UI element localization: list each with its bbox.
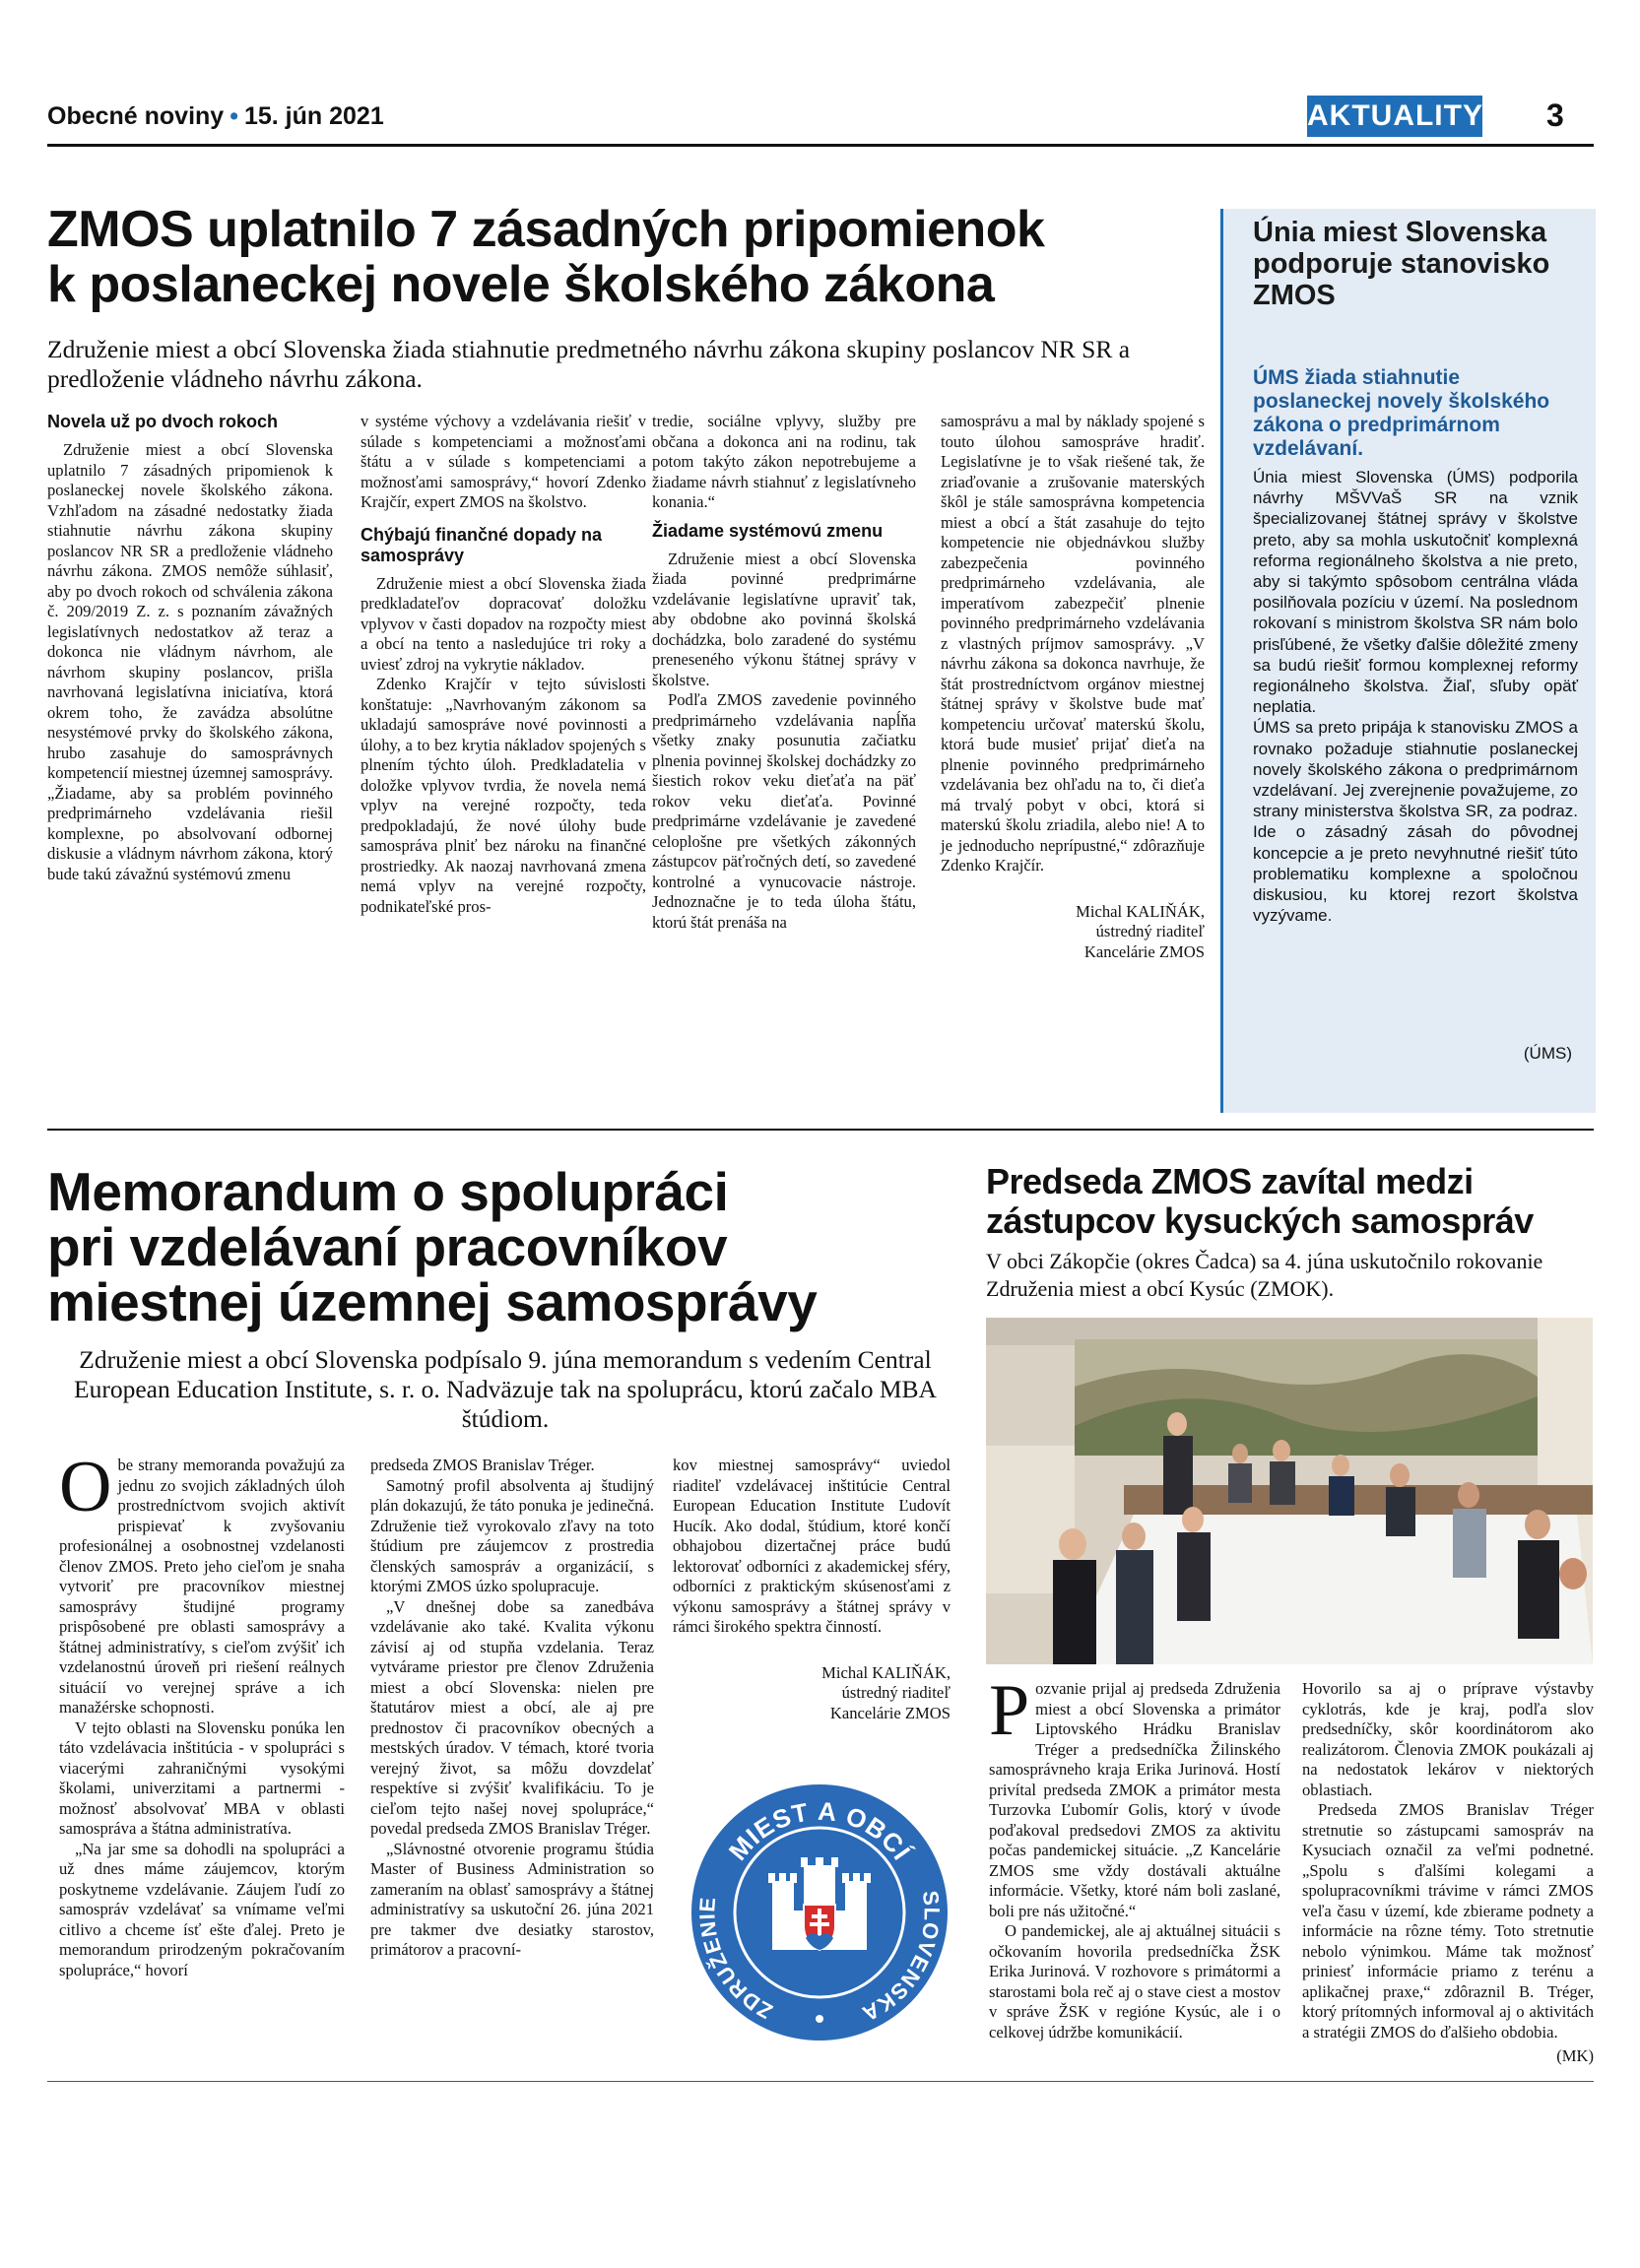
- zmos-logo: [689, 1782, 950, 2042]
- signature-role: ústredný riaditeľ: [1095, 922, 1205, 940]
- article1-paragraph: Združenie miest a obcí Slovenska žiada povinné predprimárne vzdelávanie legislatívne upraviť tak, aby obdobne ako povinná školská dochádzka, bolo zaradené do systému preneseného výkonu štátnej správy v školstve.: [652, 549, 916, 689]
- article3-paragraph: Hovorilo sa aj o príprave výstavby cyklotrás, kde je kraj, podľa slov predsedníčky, skôr koordinátorom ako realizátorom. Členovia ZMOK poukázali aj na nedostatok lekárov v niektorých oblastiach.: [1302, 1679, 1594, 1799]
- dropcap: O: [59, 1447, 112, 1527]
- article2-paragraph: be strany memoranda považujú za jednu zo svojich základných úloh prostredníctvom svojich aktivít prispievať k zvyšovaniu profesionálnej a osobnostnej vzdelanosti členov ZMOS. Preto jeho cieľom je snaha vytvoriť pre pracovníkov miestnej samosprávy študijné programy prispôsobené pre oblasti samosprávy a štátnej administratívy, s cieľom zvýšiť ich vzdelanostnú úroveň pri riešení reálnych situácií vo verejnej správe a ich manažérske schopnosti.: [59, 1456, 345, 1717]
- star-icon: [816, 2015, 823, 2023]
- article1-col1: [47, 412, 333, 884]
- signature-name: Michal KALIŇÁK,: [821, 1662, 951, 1682]
- article2-col3: [673, 1456, 951, 1723]
- article2-headline: [47, 1161, 953, 1332]
- article1-title-line1: ZMOS uplatnilo 7 zásadných pripomienok: [47, 201, 1045, 258]
- sidebar-box: [1220, 209, 1596, 1113]
- footer-rule: [47, 2081, 1594, 2082]
- article2-title-line1: Memorandum o spolupráci: [47, 1161, 729, 1222]
- article2-paragraph: „Slávnostné otvorenie programu štúdia Master of Business Administration so zameraním na oblasť samosprávy a štátnej administratívy sa uskutoční 26. júna 2021 pre takmer dve desiatky starostov, primátorov a pracovní-: [370, 1839, 654, 1959]
- logo-text-left: ZDRUŽENIE: [694, 1895, 777, 2025]
- article3-credit: (MK): [1556, 2046, 1594, 2065]
- article3-title-line2: zástupcov kysuckých samospráv: [986, 1200, 1534, 1241]
- article2-paragraph: „V dnešnej dobe sa zanedbáva vzdelávanie ako také. Kvalita výkonu závisí aj od stupňa vzdelania. Teraz vytvárame priestor pre členov Združenia miest a obcí Slovenska: nielen pre štatutárov miest a obcí, ale aj pre prednostov či pracovníkov obecných a mestských úradov. V témach, ktoré tvoria verejný život, sa môžu dovzdelať respektíve si zvýšiť kvalifikáciu. To je cieľom tejto našej novej spolupráce,“ povedal predseda ZMOS Branislav Tréger.: [370, 1596, 654, 1838]
- meeting-photo: [986, 1318, 1593, 1664]
- page-number: 3: [1546, 97, 1564, 133]
- article3-col1: [989, 1670, 1280, 2042]
- signature-name: Michal KALIŇÁK,: [1076, 901, 1205, 921]
- article2-col1: [59, 1447, 345, 1980]
- article1-subheading: Novela už po dvoch rokoch: [47, 412, 279, 431]
- publication-name: Obecné noviny: [47, 102, 225, 130]
- article1-paragraph: Zdenko Krajčír v tejto súvislosti konštatuje: „Navrhovaným zákonom sa ukladajú samospráve nové povinnosti a úlohy, a to bez krytia nákladov spojených s plnením týchto úloh. Predkladatelia v doložke vplyvov tvrdia, že novela nemá vplyv na verejné rozpočty, teda predpokladajú, že nové úlohy bude samospráva plniť bez nároku na finančné prostriedky. Ak naozaj navrhovaná zmena nemá vplyv na verejné rozpočty, podnikateľské pros-: [361, 675, 646, 916]
- logo-text-top: MIEST A OBCÍ: [722, 1795, 917, 1866]
- sidebar-lead: ÚMS žiada stiahnutie poslaneckej novely školského zákona o predprimárnom vzdelávaní.: [1253, 366, 1550, 460]
- article1-paragraph: Združenie miest a obcí Slovenska uplatnilo 7 zásadných pripomienok k poslaneckej novele školského zákona. Vzhľadom na zásadné nedostatky žiada stiahnutie návrhu zákona skupiny poslancov NR SR a predloženie vládneho návrhu zákona. ZMOS nemôže súhlasiť, aby po dvoch rokoch od schválenia zákona č. 209/2019 Z. z. s poznaním závažných legislatívnych nedostatkov až teraz a dokonca nie vládnym návrhom, ale návrhom skupiny poslancov, prišla navrhovaná legislatívna iniciatíva, ktorá okrem toho, že zavádza absolútne nesystémové prvky do školského zákona, hrubo zasahuje do samosprávnych kompetencií miestnej územnej samosprávy. „Žiadame, aby sa problém povinného predprimárneho vzdelávania riešil komplexne, po absolvovaní odbornej diskusie a vládnym návrhom zákona, ktorý bude takú závažnú systémovú zmenu: [47, 440, 333, 883]
- article2-paragraph: Samotný profil absolventa aj študijný plán dokazujú, že táto ponuka je jedinečná. Združenie tiež vyrokovalo zľavy na toto štúdium pre záujemcov z prostredia členských samospráv a organizácií, s ktorými ZMOS úzko spolupracuje.: [370, 1475, 654, 1595]
- meeting-photo-image: [986, 1318, 1593, 1664]
- signature-office: Kancelárie ZMOS: [829, 1703, 951, 1722]
- article3-lead: V obci Zákopčie (okres Čadca) sa 4. júna uskutočnilo rokovanie Združenia miest a obcí Kysúc (ZMOK).: [986, 1249, 1543, 1301]
- article2-paragraph: „Na jar sme sa dohodli na spolupráci a už dnes máme záujemcov, ktorým poskytneme vzdelávanie. Záujem ľudí zo samospráv vzdelávať sa vnímame veľmi citlivo a chceme ísť ešte ďalej. Preto je memorandum prirodzeným pokračovaním spolupráce,“ hovorí: [59, 1839, 345, 1979]
- header-rule: [47, 144, 1594, 147]
- article3-paragraph: Predseda ZMOS Branislav Tréger stretnutie so zástupcami samospráv na Kysuciach označil za veľmi podnetné. „Spolu s ďalšími kolegami a spolupracovníkmi trávime v rámci ZMOS veľa času v území, kde zbierame podnety a informácie na rôzne témy. Toto stretnutie nebolo výnimkou. Máme tak možnosť priniesť informácie priamo z terénu a aplikačnej praxe,“ zdôraznil B. Tréger, ktorý prítomných informoval aj o aktivitách a stratégii ZMOS do ďalšieho obdobia.: [1302, 1800, 1594, 2041]
- article1-headline: [47, 202, 1210, 312]
- sidebar-body: [1253, 467, 1578, 926]
- signature-office: Kancelárie ZMOS: [1083, 941, 1205, 961]
- article1-subheading: Žiadame systémovú zmenu: [652, 520, 884, 541]
- article2-col2: [370, 1456, 654, 1961]
- article1-paragraph: samosprávu a mal by náklady spojené s touto úlohou samospráve hradiť. Legislatívne je to však riešené tak, že zriaďovanie a zrušovanie materských škôl je stále samosprávna kompetencia miest a obcí a štát zasahuje do tejto kompetencie nie objednávkou služby zabezpečenia povinného predprimárneho vzdelávania, ale imperatívom zabezpečiť plnenie povinného predprimárneho vzdelávania z vlastných príjmov samosprávy. „V návrhu zákona sa dokonca navrhuje, že štát prostredníctvom orgánov miestnej štátnej správy v školstve bude mať kompetenciu určovať materskú školu, ktorá bude musieť prijať dieťa na plnenie povinného predprimárneho vzdelávania bez ohľadu na to, či dieťa má trvalý pobyt v obci, ktorá si materskú školu zriadila, alebo nie! A to je jednoducho neprípustné,“ zdôrazňuje Zdenko Krajčír.: [941, 412, 1205, 875]
- article1-lead: Združenie miest a obcí Slovenska žiada stiahnutie predmetného návrhu zákona skupiny poslancov NR SR a predloženie vládneho návrhu zákona.: [47, 335, 1131, 393]
- article2-lead: Združenie miest a obcí Slovenska podpísalo 9. júna memorandum s vedením Central European Education Institute, s. r. o. Nadväzuje tak na spoluprácu, ktorú začalo MBA štúdiom.: [74, 1345, 937, 1433]
- article2-title-line2: pri vzdelávaní pracovníkov: [47, 1216, 728, 1277]
- sidebar-title: Únia miest Slovenska podporuje stanovisko ZMOS: [1253, 217, 1550, 311]
- article2-paragraph: predseda ZMOS Branislav Tréger.: [370, 1456, 595, 1474]
- article3-paragraph: O pandemickej, ale aj aktuálnej situácii s očkovaním hovorila predsedníčka ŽSK Erika Jurinová. V rozhovore s primátormi a starostami bola reč aj o stave ciest a mostov v správe ŽSK v regióne Kysúc, ale i o celkovej údržbe komunikácií.: [989, 1921, 1280, 2041]
- signature-role: ústredný riaditeľ: [841, 1683, 951, 1702]
- sidebar-paragraph: Únia miest Slovenska (ÚMS) podporila návrhy MŠVVaŠ SR na vznik špecializovanej štátnej správy v školstve preto, aby sa mohla uskutočniť komplexná reforma regionálneho školstva a nie preto, aby si takýmto spôsobom centrálna vláda posilňovala pozíciu v území. Na poslednom rokovaní s ministrom školstva SR nám bolo prisľúbené, že všetky ďalšie dôležité zmeny sa budú riešiť formou komplexnej reformy regionálneho školstva. Žiaľ, sľuby opäť neplatia.: [1253, 468, 1578, 717]
- article1-col3: [652, 412, 916, 933]
- article1-paragraph: Podľa ZMOS zavedenie povinného predprimárneho vzdelávania napĺňa všetky znaky posunutia začiatku plnenia povinnej školskej dochádzky zo šiestich rokov veku dieťaťa na päť rokov veku dieťaťa. Povinné predprimárne vzdelávanie je zavedené celoplošne pre všetkých zákonných zástupcov päťročných detí, so zavedené kontrolné a vynucovacie nástroje. Jednoznačne je to teda úloha štátu, ktorú štát prenáša na: [652, 690, 916, 932]
- article1-subheading: Chýbajú finančné dopady na samosprávy: [361, 524, 603, 565]
- article1-paragraph: tredie, sociálne vplyvy, služby pre občana a dokonca ani na rodinu, tak potom takýto zákon nepotrebujeme a žiadame návrh stiahnuť z legislatívneho konania.“: [652, 412, 916, 511]
- separator-dot: •: [230, 102, 238, 130]
- article1-col4: [941, 412, 1205, 962]
- article3-col2: [1302, 1679, 1594, 2067]
- article3-headline: [986, 1162, 1597, 1241]
- section-divider: [47, 1129, 1594, 1131]
- article1-title-line2: k poslaneckej novele školského zákona: [47, 256, 995, 313]
- article1-paragraph: Združenie miest a obcí Slovenska žiada predkladateľov dopracovať doložku vplyvov v časti dopadov na rozpočty miest a obcí na tento a nasledujúce tri roky a uviesť zdroj na vykrytie nákladov.: [361, 573, 646, 674]
- article2-paragraph: kov miestnej samosprávy“ uviedol riaditeľ vzdelávacej inštitúcie Central European Education Institute Ľudovít Hucík. Ako dodal, štúdium, ktoré končí obhajobou dizertačnej práce budú lektorovať odborníci z akademickej sféry, odborníci z praktickým skúsenosťami z výkonu samosprávy a štátnej správy v rámci širokého spektra činností.: [673, 1456, 951, 1636]
- section-label: AKTUALITY: [1307, 96, 1482, 137]
- dropcap: P: [989, 1670, 1030, 1751]
- article1-paragraph: v systéme výchovy a vzdelávania riešiť v súlade s kompetenciami a možnosťami štátu a v súlade s kompetenciami a možnosťami samosprávy,“ hovorí Zdenko Krajčír, expert ZMOS na školstvo.: [361, 412, 646, 511]
- article3-title-line1: Predseda ZMOS zavítal medzi: [986, 1161, 1474, 1201]
- article1-col2: [361, 412, 646, 917]
- issue-date: 15. jún 2021: [243, 102, 384, 130]
- article2-title-line3: miestnej územnej samosprávy: [47, 1271, 818, 1332]
- sidebar-credit: (ÚMS): [1523, 1044, 1572, 1063]
- article2-paragraph: V tejto oblasti na Slovensku ponúka len táto vzdelávacia inštitúcia - v spolupráci s viacerými zahraničnými vysokými školami, univerzitami a partnermi - možnosť absolvovať MBA v oblasti samospráva a štátna administratíva.: [59, 1717, 345, 1838]
- masthead: [47, 102, 384, 131]
- article3-paragraph: ozvanie prijal aj predseda Združenia miest a obcí Slovenska a primátor Liptovského Hrádku Branislav Tréger a predsedníčka Žilinského samosprávneho kraja Erika Jurinová. Hostí privítal predseda ZMOK a primátor mesta Turzovka Ľubomír Golis, ktorý v úvode poďakoval predsedovi ZMOS za aktivitu počas pandemickej situácie. „Z Kancelárie ZMOS sme vždy dostávali aktuálne informácie. Všetky, ktoré nám boli zaslané, boli pre nás užitočné.“: [989, 1679, 1280, 1920]
- sidebar-paragraph: ÚMS sa preto pripája k stanovisku ZMOS a rovnako požaduje stiahnutie poslaneckej novely školského zákona o predprimárnom vzdelávaní. Jej zverejnenie považujeme, zo strany ministerstva školstva SR, za podraz. Ide o zásadný zásah do pôvodnej koncepcie a je preto nevyhnutné riešiť túto problematiku komplexne a spoločnou diskusiou, ku ktorej rezort školstva vyzývame.: [1253, 718, 1578, 926]
- logo-text-right: SLOVENSKA: [857, 1889, 945, 2027]
